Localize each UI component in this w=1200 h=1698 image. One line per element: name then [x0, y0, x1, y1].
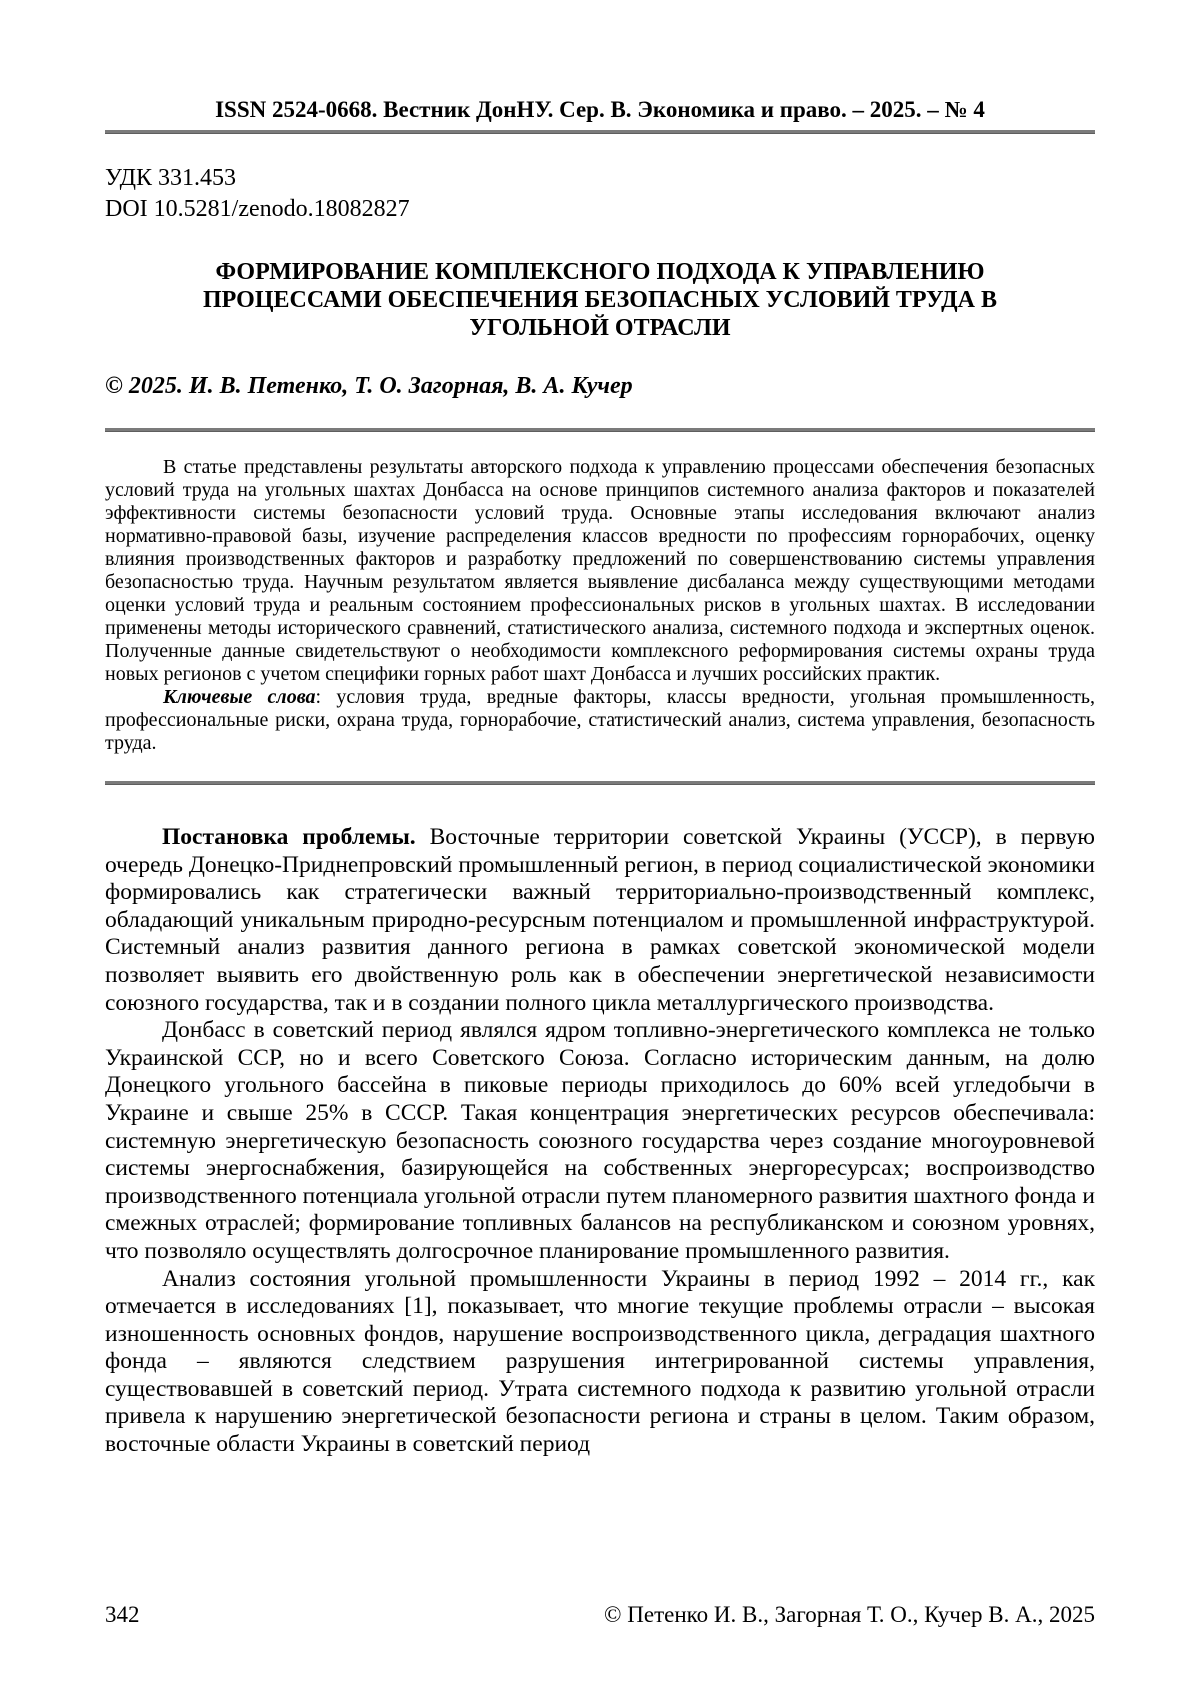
doi-line: DOI 10.5281/zenodo.18082827 [105, 196, 410, 222]
page-footer [105, 1601, 1095, 1628]
page-content [105, 0, 1095, 1459]
section-heading-run-in: Постановка проблемы. [162, 824, 416, 850]
keywords-text: : условия труда, вредные факторы, классы вредности, угольная промышленность, профессиональные риски, охрана труда, горнорабочие, статистический анализ, система управления, безопасность труда. [105, 686, 1095, 754]
paragraph-problem-statement [105, 824, 1095, 1017]
abstract-paragraph: В статье представлены результаты авторского подхода к управлению процессами обеспечения безопасных условий труда на угольных шахтах Донбасса на основе принципов системного анализа факторов и показателей эффективности системы безопасности условий труда. Основные этапы исследования включают анализ нормативно-правовой базы, изучение распределения классов вредности по профессиям горнорабочих, оценку влияния производственных факторов и разработку предложений по совершенствованию системы управления безопасностью труда. Научным результатом является выявление дисбаланса между существующими методами оценки условий труда и реальным состоянием профессиональных рисков в угольных шахтах. В исследовании применены методы исторического сравнений, статистического анализа, системного подхода и экспертных оценок. Полученные данные свидетельствуют о необходимости комплексного реформирования системы охраны труда новых регионов с учетом специфики горных работ шахт Донбасса и лучших российских практик. [105, 456, 1095, 685]
paragraph-industry-analysis: Анализ состояния угольной промышленности Украины в период 1992 – 2014 гг., как отмечается в исследованиях [1], показывает, что многие текущие проблемы отрасли – высокая изношенность основных фондов, нарушение воспроизводственного цикла, деградация шахтного фонда – являются следствием разрушения интегрированной системы управления, существовавшей в советский период. Утрата системного подхода к развитию угольной отрасли привела к нарушению энергетической безопасности региона и страны в целом. Таким образом, восточные области Украины в советский период [105, 1265, 1095, 1458]
udc-line: УДК 331.453 [105, 165, 236, 191]
article-title-line: ПРОЦЕССАМИ ОБЕСПЕЧЕНИЯ БЕЗОПАСНЫХ УСЛОВИЙ ТРУДА В [202, 287, 998, 313]
article-title-line: УГОЛЬНОЙ ОТРАСЛИ [469, 315, 731, 341]
article-title [160, 258, 1040, 342]
keywords-paragraph [105, 686, 1095, 755]
keywords-label: Ключевые слова [163, 686, 316, 708]
header-divider [105, 130, 1095, 134]
journal-header: ISSN 2524-0668. Вестник ДонНУ. Сер. В. Экономика и право. – 2025. – № 4 [215, 97, 985, 122]
page-number: 342 [105, 1602, 140, 1627]
article-body [105, 824, 1095, 1459]
footer-copyright: © Петенко И. В., Загорная Т. О., Кучер В. А., 2025 [604, 1602, 1095, 1627]
paragraph-donbass-period: Донбасс в советский период являлся ядром топливно-энергетического комплекса не только Украинской ССР, но и всего Советского Союза. Согласно историческим данным, на долю Донецкого угольного бассейна в пиковые периоды приходилось до 60% всей угледобычи в Украине и свыше 25% в СССР. Такая концентрация энергетических ресурсов обеспечивала: системную энергетическую безопасность союзного государства через создание многоуровневой системы энергоснабжения, базирующейся на собственных энергоресурсах; воспроизводство производственного потенциала угольной отрасли путем планомерного развития шахтного фонда и смежных отраслей; формирование топливных балансов на республиканском и союзном уровнях, что позволяло осуществлять долгосрочное планирование промышленного развития. [105, 1017, 1095, 1264]
paragraph-text: Восточные территории советской Украины (УССР), в первую очередь Донецко-Приднепровский промышленный регион, в период социалистической экономики формировались как стратегически важный территориально-производственный комплекс, обладающий уникальным природно-ресурсным потенциалом и промышленной инфраструктурой. Системный анализ развития данного региона в рамках советской экономической модели позволяет выявить его двойственную роль как в обеспечении энергетической независимости союзного государства, так и в создании полного цикла металлургического производства. [105, 824, 1095, 1016]
authors-divider [105, 428, 1095, 432]
annotation-divider [105, 781, 1095, 785]
authors-line: © 2025. И. В. Петенко, Т. О. Загорная, В. А. Кучер [105, 373, 633, 399]
article-title-line: ФОРМИРОВАНИЕ КОМПЛЕКСНОГО ПОДХОДА К УПРАВЛЕНИЮ [215, 259, 985, 285]
annotation-block [105, 456, 1095, 755]
article-meta [105, 163, 1095, 225]
